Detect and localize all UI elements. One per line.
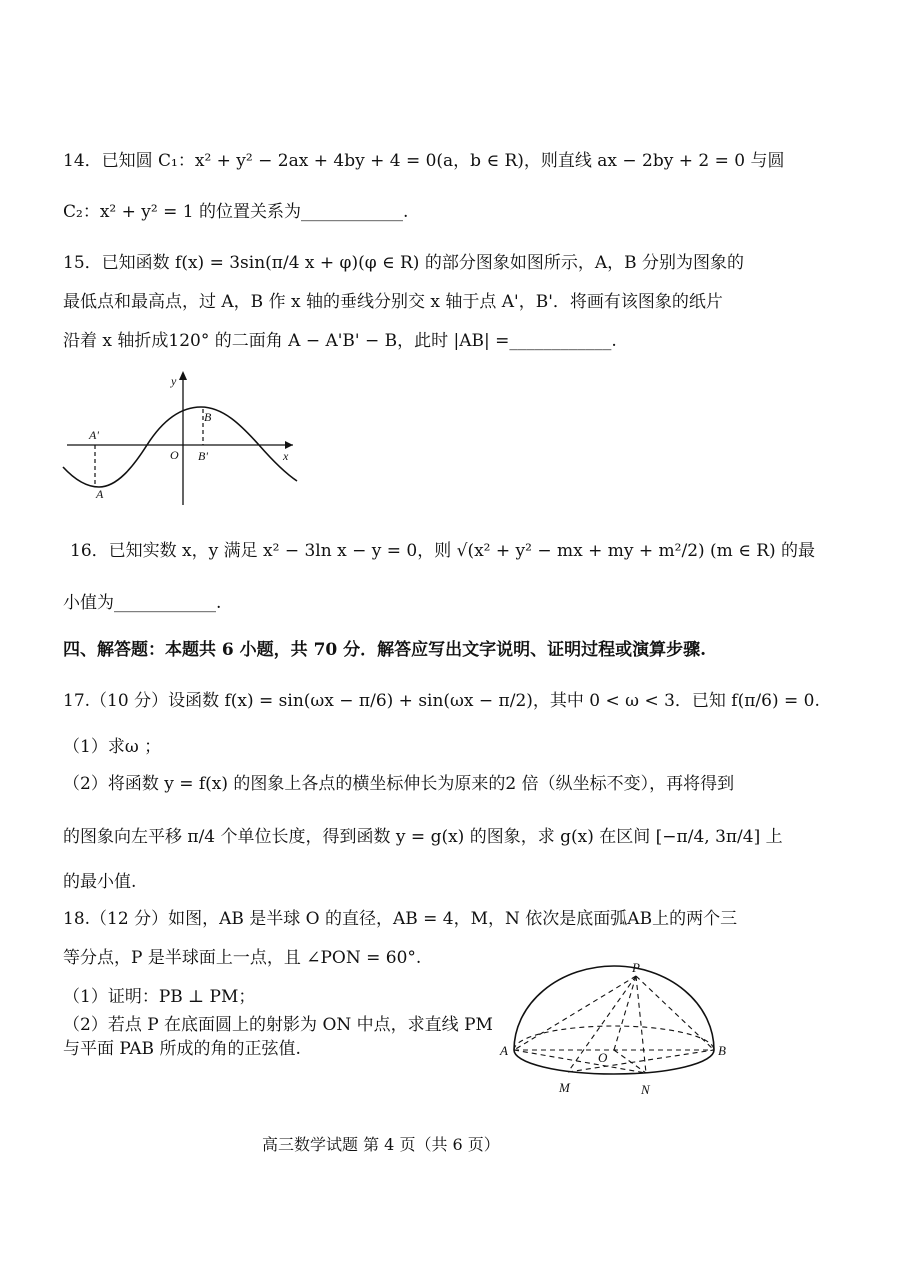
q17-line1: 17.（10 分）设函数 f(x) = sin(ωx − π/6) + sin(ωx − π/2)，其中 0 < ω < 3．已知 f(π/6) = 0. bbox=[63, 691, 820, 711]
q15-line1: 15．已知函数 f(x) = 3sin(π/4 x + φ)(φ ∈ R) 的部分图象如图所示，A，B 分别为图象的 bbox=[63, 253, 745, 273]
q18-line2: 等分点，P 是半球面上一点，且 ∠PON = 60°. bbox=[63, 948, 422, 968]
q14-line2: C₂：x² + y² = 1 的位置关系为____________. bbox=[63, 202, 409, 222]
hemi-label-A: A bbox=[500, 1043, 508, 1058]
graph-label-A: A bbox=[96, 487, 104, 501]
hemi-label-P: P bbox=[632, 960, 640, 975]
q18-part1: （1）证明：PB ⊥ PM； bbox=[63, 987, 256, 1007]
segment-AN bbox=[514, 1050, 646, 1073]
q15-line2: 最低点和最高点，过 A，B 作 x 轴的垂线分别交 x 轴于点 A'，B'．将画有该图象的纸片 bbox=[63, 292, 723, 312]
base-back-arc bbox=[514, 1026, 714, 1050]
segment-PN bbox=[636, 976, 646, 1073]
base-front-arc bbox=[514, 1050, 714, 1074]
q17-part1: （1）求ω ； bbox=[63, 737, 162, 757]
q15-line3: 沿着 x 轴折成120° 的二面角 A − A'B' − B，此时 |AB| =____________. bbox=[63, 331, 617, 351]
graph-label-origin: O bbox=[170, 448, 179, 462]
hemi-label-N: N bbox=[641, 1082, 650, 1097]
graph-y-arrow bbox=[179, 371, 187, 380]
q16-line1: 16．已知实数 x，y 满足 x² − 3ln x − y = 0，则 √(x² + y² − mx + my + m²/2) (m ∈ R) 的最 bbox=[70, 541, 816, 561]
q17-part2-line2: 的图象向左平移 π/4 个单位长度，得到函数 y = g(x) 的图象，求 g(x) 在区间 [−π/4, 3π/4] 上 bbox=[63, 827, 783, 847]
q17-part2-line3: 的最小值. bbox=[63, 872, 137, 892]
hemi-label-B: B bbox=[718, 1043, 726, 1058]
page-footer: 高三数学试题 第 4 页（共 6 页） bbox=[262, 1135, 500, 1154]
segment-PB bbox=[636, 976, 714, 1050]
q18-part2-line1: （2）若点 P 在底面圆上的射影为 ON 中点，求直线 PM bbox=[63, 1015, 493, 1035]
q17-part2-line1: （2）将函数 y = f(x) 的图象上各点的横坐标伸长为原来的2 倍（纵坐标不变），再将得到 bbox=[63, 774, 735, 794]
segment-MB bbox=[568, 1050, 714, 1072]
q18-part2-line2: 与平面 PAB 所成的角的正弦值. bbox=[63, 1039, 301, 1059]
q14-line1: 14．已知圆 C₁：x² + y² − 2ax + 4by + 4 = 0(a，b ∈ R)，则直线 ax − 2by + 2 = 0 与圆 bbox=[63, 151, 785, 171]
hemisphere-figure bbox=[496, 958, 736, 1100]
graph-label-B: B bbox=[204, 410, 212, 424]
graph-x-arrow bbox=[285, 441, 293, 449]
q16-line2: 小值为____________. bbox=[63, 593, 222, 613]
sine-graph-figure bbox=[55, 365, 305, 510]
section4-heading: 四、解答题：本题共 6 小题，共 70 分．解答应写出文字说明、证明过程或演算步骤. bbox=[63, 640, 707, 660]
graph-label-B-prime: B' bbox=[198, 449, 208, 463]
graph-label-x: x bbox=[283, 449, 289, 463]
graph-sine-curve bbox=[63, 407, 297, 487]
graph-label-A-prime: A' bbox=[89, 428, 99, 442]
hemi-label-M: M bbox=[559, 1080, 570, 1095]
graph-label-y: y bbox=[171, 374, 177, 388]
hemi-label-O: O bbox=[598, 1050, 608, 1065]
q18-line1: 18.（12 分）如图，AB 是半球 O 的直径，AB = 4，M，N 依次是底面弧AB上的两个三 bbox=[63, 909, 738, 929]
